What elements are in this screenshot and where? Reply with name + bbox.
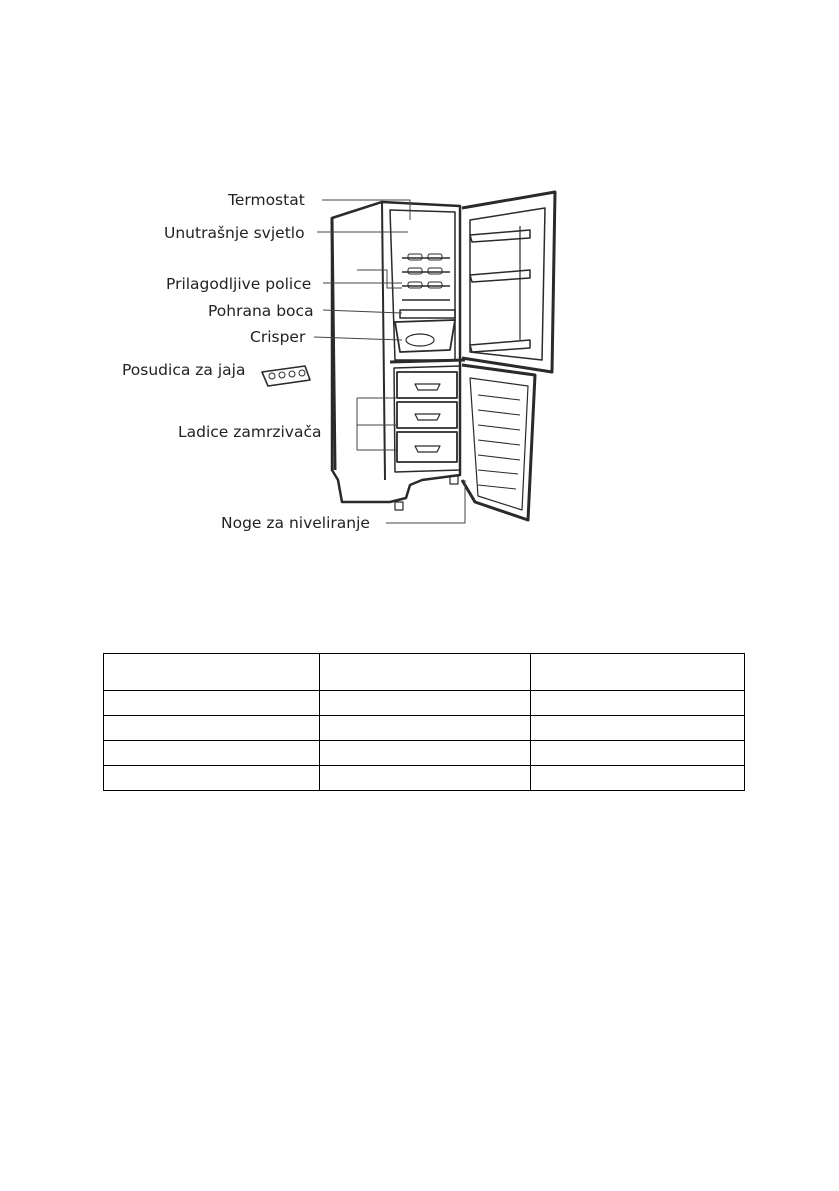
table-cell [320, 741, 531, 766]
table-header-cell [104, 654, 320, 691]
fridge-diagram [110, 180, 590, 540]
label-crisper: Crisper [250, 328, 306, 346]
table-header-cell [320, 654, 531, 691]
label-prilagodljive-police: Prilagodljive police [166, 275, 312, 293]
table-cell [531, 716, 745, 741]
table-cell [104, 716, 320, 741]
table-cell [531, 766, 745, 791]
table-cell [320, 766, 531, 791]
spec-table [103, 653, 745, 791]
table-row [104, 741, 745, 766]
table-cell [320, 691, 531, 716]
label-noge-za-niveliranje: Noge za niveliranje [221, 514, 370, 532]
label-ladice-zamrzivaca: Ladice zamrzivača [178, 423, 322, 441]
table-cell [104, 766, 320, 791]
label-pohrana-boca: Pohrana boca [208, 302, 314, 320]
table-cell [320, 716, 531, 741]
table-header-cell [531, 654, 745, 691]
label-posudica-za-jaja: Posudica za jaja [122, 361, 246, 379]
table-cell [531, 741, 745, 766]
table-header-row [104, 654, 745, 691]
table-cell [104, 741, 320, 766]
table-cell [104, 691, 320, 716]
table-row [104, 691, 745, 716]
label-termostat: Termostat [228, 191, 305, 209]
table-row [104, 716, 745, 741]
label-unutrasnje-svjetlo: Unutrašnje svjetlo [164, 224, 305, 242]
table-cell [531, 691, 745, 716]
table-row [104, 766, 745, 791]
